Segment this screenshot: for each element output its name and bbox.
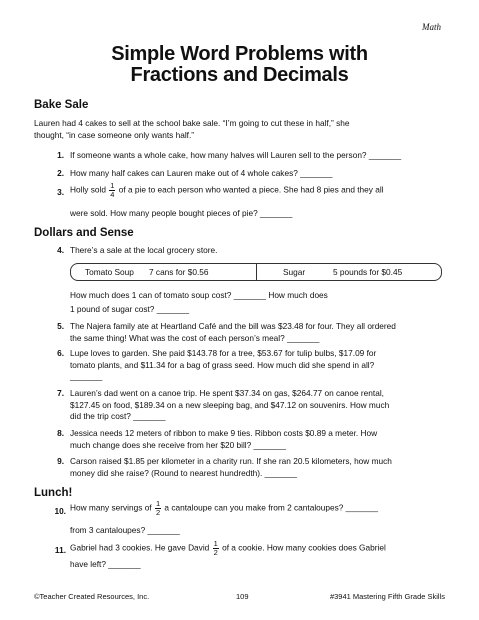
question-10-cont: from 3 cantaloupes? _______ <box>70 525 180 535</box>
q8-line-1: Jessica needs 12 meters of ribbon to make 9 ties. Ribbon costs $0.89 a meter. How <box>70 428 378 438</box>
q6-line-3: _______ <box>70 371 103 381</box>
price-item-tomato-soup: Tomato Soup <box>85 267 134 277</box>
footer-page-number: 109 <box>236 592 249 601</box>
price-box-divider <box>256 264 257 280</box>
question-9 <box>70 456 450 479</box>
question-number: 4. <box>57 245 64 255</box>
question-number: 3. <box>57 187 64 197</box>
q11-text-b: of a cookie. How many cookies does Gabriel <box>222 542 386 553</box>
bake-sale-intro <box>34 118 454 141</box>
intro-line-1: Lauren had 4 cakes to sell at the school bake sale. “I’m going to cut these in half,” she <box>34 118 350 128</box>
question-number: 8. <box>57 428 64 438</box>
question-2: How many half cakes can Lauren make out of 4 whole cakes? _______ <box>70 168 333 178</box>
question-number: 7. <box>57 388 64 398</box>
fraction-one-half: $\frac{1}{2}$ <box>155 499 161 517</box>
q6-line-2: tomato plants, and $11.34 for a bag of grass seed. How much did she spend in all? <box>70 359 375 370</box>
q10-text-a: How many servings of <box>70 502 152 513</box>
price-box <box>70 263 442 281</box>
subject-label: Math <box>422 22 441 32</box>
q3-text-a: Holly sold <box>70 184 106 195</box>
price-tomato-soup: 7 cans for $0.56 <box>149 267 209 277</box>
intro-line-2: thought, “in case someone only wants half.” <box>34 129 195 140</box>
title-line-2: Fractions and Decimals <box>130 64 349 86</box>
fraction-one-half: $\frac{1}{2}$ <box>213 539 218 557</box>
question-3-cont: were sold. How many people bought pieces of pie? _______ <box>70 208 293 218</box>
question-6 <box>70 348 450 383</box>
price-item-sugar: Sugar <box>283 267 306 277</box>
q9-line-1: Carson raised $1.85 per kilometer in a charity run. If she ran 20.5 kilometers, how much <box>70 456 392 466</box>
price-sugar: 5 pounds for $0.45 <box>333 267 403 277</box>
question-4-followup <box>70 290 450 315</box>
section-heading-dollars-and-sense: Dollars and Sense <box>34 227 134 239</box>
q6-line-1: Lupe loves to garden. She paid $143.78 for a tree, $53.67 for tulip bulbs, $17.09 for <box>70 348 377 358</box>
question-5 <box>70 321 450 344</box>
question-number: 6. <box>57 348 64 358</box>
q9-line-2: money did she raise? (Round to nearest hundredth). _______ <box>70 467 297 478</box>
question-11 <box>70 540 450 557</box>
question-number: 10. <box>54 506 66 516</box>
q3-text-b: of a pie to each person who wanted a piece. She had 8 pies and they all <box>118 184 384 195</box>
page-title <box>0 44 479 86</box>
question-3 <box>70 182 450 199</box>
section-heading-bake-sale: Bake Sale <box>34 99 89 111</box>
question-number: 9. <box>57 456 64 466</box>
q4-line-2: 1 pound of sugar cost? _______ <box>70 303 190 314</box>
q11-text-a: Gabriel had 3 cookies. He gave David <box>70 542 210 553</box>
question-4: There’s a sale at the local grocery store. <box>70 245 218 255</box>
footer-book-title: #3941 Mastering Fifth Grade Skills <box>329 592 445 601</box>
q8-line-2: much change does she receive from her $20 bill? _______ <box>70 439 286 450</box>
footer-copyright: ©Teacher Created Resources, Inc. <box>34 592 150 601</box>
question-1: If someone wants a whole cake, how many halves will Lauren sell to the person? _______ <box>70 150 402 160</box>
title-line-1: Simple Word Problems with <box>111 43 368 65</box>
fraction-one-fourth: $\frac{1}{4}$ <box>110 181 115 199</box>
question-8 <box>70 428 450 451</box>
question-number: 2. <box>57 168 64 178</box>
section-heading-lunch: Lunch! <box>34 487 73 499</box>
q7-line-1: Lauren’s dad went on a canoe trip. He spent $37.34 on gas, $264.77 on canoe rental, <box>70 388 384 398</box>
question-11-cont: have left? _______ <box>70 559 141 569</box>
q4-line-1: How much does 1 can of tomato soup cost? _______ How much does <box>70 290 328 300</box>
q5-line-2: the same thing! What was the cost of each person’s meal? _______ <box>70 332 320 343</box>
q5-line-1: The Najera family ate at Heartland Café and the bill was $23.48 for four. They all ordered <box>70 321 396 331</box>
question-number: 11. <box>54 545 66 555</box>
question-number: 1. <box>57 150 64 160</box>
question-number: 5. <box>57 321 64 331</box>
q7-line-3: did the trip cost? _______ <box>70 411 166 421</box>
q7-line-2: $127.45 on food, $189.34 on a new sleeping bag, and $47.12 on souvenirs. How much <box>70 399 390 410</box>
question-10 <box>70 500 450 517</box>
q10-text-b: a cantaloupe can you make from 2 cantaloupes? _______ <box>164 502 378 513</box>
question-7 <box>70 388 450 423</box>
